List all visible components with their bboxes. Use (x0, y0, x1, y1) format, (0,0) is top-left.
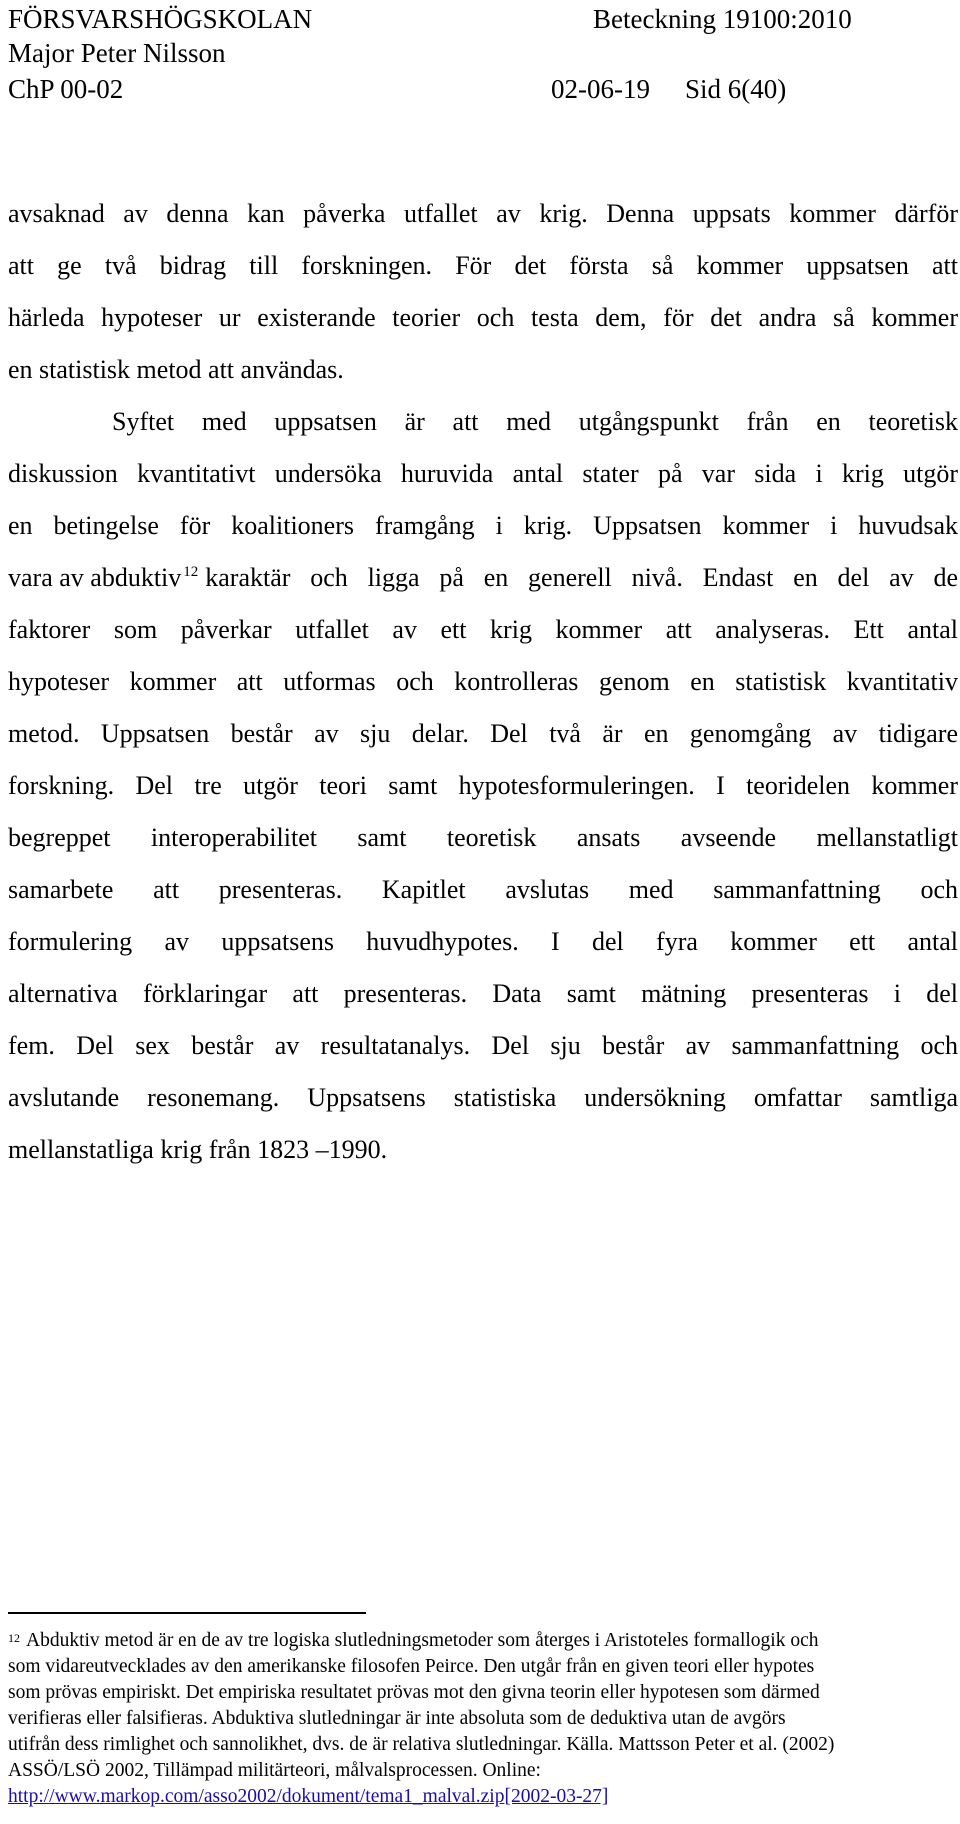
body-line: mellanstatliga krig från 1823 –1990. (8, 1135, 388, 1164)
body-line: formulering av uppsatsens huvudhypotes. I del fyra kommer ett antal (8, 927, 958, 956)
body-line-end: karaktär och ligga på en generell nivå. Endast en del av de (205, 563, 958, 592)
footnote-line: som prövas empiriskt. Det empiriska resultatet prövas mot den givna teorin eller hypotesen som därmed (8, 1682, 820, 1703)
body-line-with-footnote (8, 552, 958, 604)
footnote-line: utifrån dess rimlighet och sannolikhet, dvs. de är relativa slutledningar. Källa. Mattsson Peter et al. (2002) (8, 1734, 835, 1755)
header-org: FÖRSVARSHÖGSKOLAN (8, 4, 313, 34)
footnote-link[interactable]: http://www.markop.com/asso2002/dokument/tema1_malval.zip (8, 1786, 505, 1807)
body-line: forskning. Del tre utgör teori samt hypotesformuleringen. I teoridelen kommer (8, 771, 958, 800)
body-line: faktorer som påverkar utfallet av ett krig kommer att analyseras. Ett antal (8, 615, 958, 644)
footnote-link-line (8, 1784, 958, 1810)
footnote-line: ASSÖ/LSÖ 2002, Tillämpad militärteori, målvalsprocessen. Online: (8, 1760, 541, 1781)
footnote-separator (8, 1612, 366, 1614)
body-line: samarbete att presenteras. Kapitlet avslutas med sammanfattning och (8, 875, 958, 904)
header-row-2 (8, 36, 868, 70)
header-page-number: Sid 6(40) (685, 74, 787, 104)
header-course: ChP 00-02 (8, 74, 124, 104)
body-line: metod. Uppsatsen består av sju delar. Del två är en genomgång av tidigare (8, 719, 958, 748)
body-line: avsaknad av denna kan påverka utfallet av krig. Denna uppsats kommer därför (8, 199, 958, 228)
header-author: Major Peter Nilsson (8, 38, 226, 68)
header-date: 02-06-19 (551, 74, 650, 104)
footnote-reference[interactable]: 12 (183, 564, 199, 580)
body-line: avslutande resonemang. Uppsatsens statistiska undersökning omfattar samtliga (8, 1083, 958, 1112)
footnote-line: verifieras eller falsifieras. Abduktiva slutledningar är inte absoluta som de deduktiva utan de avgörs (8, 1708, 786, 1729)
body-line: en betingelse för koalitioners framgång i krig. Uppsatsen kommer i huvudsak (8, 511, 958, 540)
body-line: att ge två bidrag till forskningen. För det första så kommer uppsatsen att (8, 251, 958, 280)
body-line: alternativa förklaringar att presenteras. Data samt mätning presenteras i del (8, 979, 958, 1008)
body-line: en statistisk metod att användas. (8, 355, 344, 384)
header-row-1 (8, 2, 868, 36)
footnote-line (8, 1628, 958, 1654)
body-line: diskussion kvantitativt undersöka huruvida antal stater på var sida i krig utgör (8, 459, 958, 488)
body-line: fem. Del sex består av resultatanalys. Del sju består av sammanfattning och (8, 1031, 958, 1060)
body-line: hypoteser kommer att utformas och kontrolleras genom en statistisk kvantitativ (8, 667, 958, 696)
body-line: härleda hypoteser ur existerande teorier och testa dem, för det andra så kommer (8, 303, 958, 332)
header-designation: Beteckning 19100:2010 (593, 4, 852, 34)
body-line-start: vara av abduktiv (8, 563, 182, 592)
footnote-line: som vidareutvecklades av den amerikanske filosofen Peirce. Den utgår från en given teori eller hypotes (8, 1656, 815, 1677)
body-line-indented: Syftet med uppsatsen är att med utgångspunkt från en teoretisk (112, 407, 958, 436)
footnote-text: Abduktiv metod är en de av tre logiska slutledningsmetoder som återges i Aristoteles formallogik och (26, 1630, 819, 1651)
body-line: begreppet interoperabilitet samt teoretisk ansats avseende mellanstatligt (8, 823, 958, 852)
footnote-link-date[interactable]: [2002-03-27] (504, 1786, 609, 1807)
header-row-3 (8, 72, 868, 106)
footnote-number: 12 (8, 1631, 20, 1645)
